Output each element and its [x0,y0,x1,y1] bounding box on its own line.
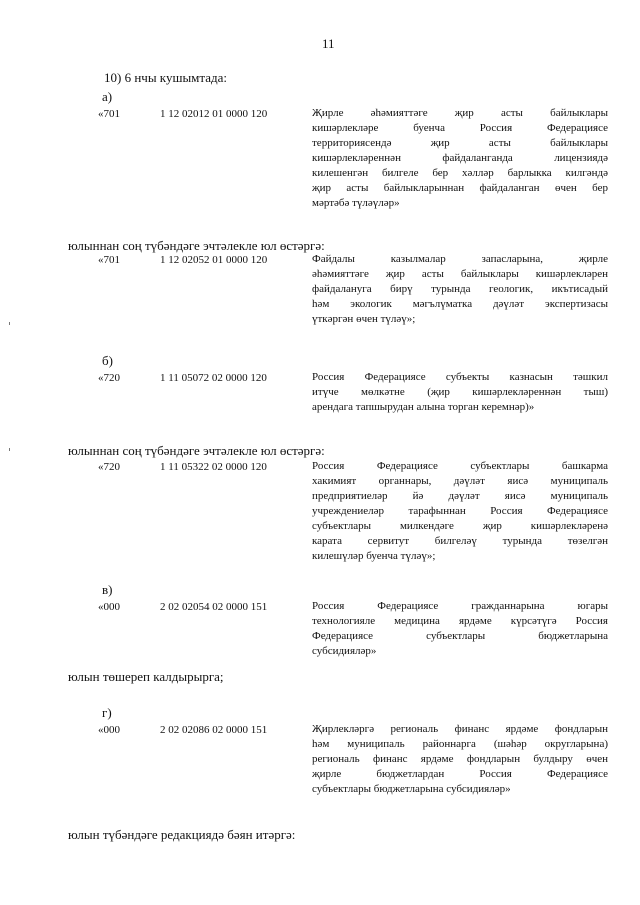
description-line: һәм муниципаль районнарга (шәһәр округларына) [312,738,608,750]
description-line: субъектлары бюджетларына субсидияләр» [312,783,511,795]
description-line: технологияле медицина ярдәме күрсәтүгә Россия [312,615,608,627]
page-number: 11 [322,36,335,51]
code-description [312,252,608,327]
margin-mark [9,448,10,451]
item-marker: а) [102,89,113,104]
description-line: Файдалы казылмалар запасларына, җирле [312,253,608,265]
revenue-code: 1 11 05072 02 0000 120 [160,372,267,384]
description-line: мәртәбә түләүләр» [312,197,400,209]
code-description [312,722,608,797]
code-description [312,459,608,564]
description-line: җирле бюджетлардан Россия Федерациясе [312,768,608,780]
revenue-code: 2 02 02086 02 0000 151 [160,724,268,736]
code-description [312,370,608,415]
revenue-code: 1 11 05322 02 0000 120 [160,461,267,473]
description-line: Җирле әһәмияттәге җир асты байлыклары [312,107,608,119]
admin-code: «720 [98,461,120,473]
description-line: региональ финанс ярдәме фондларын булдыру өчен [312,753,608,765]
item-marker: в) [102,582,113,597]
description-line: итүче мөлкәтне (җир кишәрлекләреннән тыш) [312,386,608,398]
admin-code: «701 [98,108,120,120]
description-line: Федерациясе субъектлары бюджетларына [312,630,608,642]
code-description [312,599,608,659]
code-description [312,106,608,211]
description-line: предприятиеләр йә дәүләт яисә муниципаль [312,490,608,502]
item-marker: б) [102,353,113,368]
instruction-paragraph: юлыннан соң түбәндәге эчтәлекле юл өстәргә: [68,238,325,253]
description-line: учреждениеләр тарафыннан Россия Федерациясе [312,505,608,517]
instruction-paragraph: юлыннан соң түбәндәге эчтәлекле юл өстәргә: [68,443,325,458]
description-line: Россия Федерациясе субъекты казнасын тәшкил [312,371,608,383]
instruction-paragraph: юлын төшереп калдырырга; [68,669,224,684]
item-marker: г) [102,705,112,720]
admin-code: «000 [98,601,120,613]
admin-code: «000 [98,724,120,736]
description-line: кишәрлекләре буенча Россия Федерациясе [312,122,608,134]
description-line: Җирлекләргә региональ финанс ярдәме фондларын [312,723,608,735]
description-line: һәм экологик мәгълүматка дәүләт экспертизасы [312,298,608,310]
description-line: файдалануга бирү турында геологик, икътисадый [312,283,608,295]
description-line: карата сервитут билгеләү турында төзелгән [312,535,608,547]
description-line: кишәрлекләреннән файдаланганда лицензиядә [312,152,608,164]
description-line: субъектлары милкендәге җир кишәрлекләренә [312,520,608,532]
revenue-code: 2 02 02054 02 0000 151 [160,601,268,613]
description-line: җир асты байлыкларыннан файдаланган өчен бер [312,182,608,194]
description-line: әһәмияттәге җир асты байлыклары кишәрлекләрен [312,268,608,280]
revenue-code: 1 12 02012 01 0000 120 [160,108,268,120]
description-line: субсидияләр» [312,645,377,657]
appendix-intro: 10) 6 нчы кушымтада: [104,70,228,85]
description-line: арендага тапшырудан алына торган керемнәр)» [312,401,535,413]
description-line: үткәргән өчен түләү»; [312,313,416,325]
description-line: килешенгән билгеле бер хәлләр барлыкка килгәндә [312,167,608,179]
margin-mark [9,322,10,325]
instruction-paragraph: юлын түбәндәге редакциядә бәян итәргә: [68,827,296,842]
description-line: хакимият органнары, дәүләт яисә муниципаль [312,475,608,487]
description-line: Россия Федерациясе субъектлары башкарма [312,460,608,472]
admin-code: «701 [98,254,120,266]
description-line: территориясендә җир асты байлыклары [312,137,608,149]
description-line: килешүләр буенча түләү»; [312,550,436,562]
revenue-code: 1 12 02052 01 0000 120 [160,254,268,266]
admin-code: «720 [98,372,120,384]
description-line: Россия Федерациясе гражданнарына югары [312,600,608,612]
